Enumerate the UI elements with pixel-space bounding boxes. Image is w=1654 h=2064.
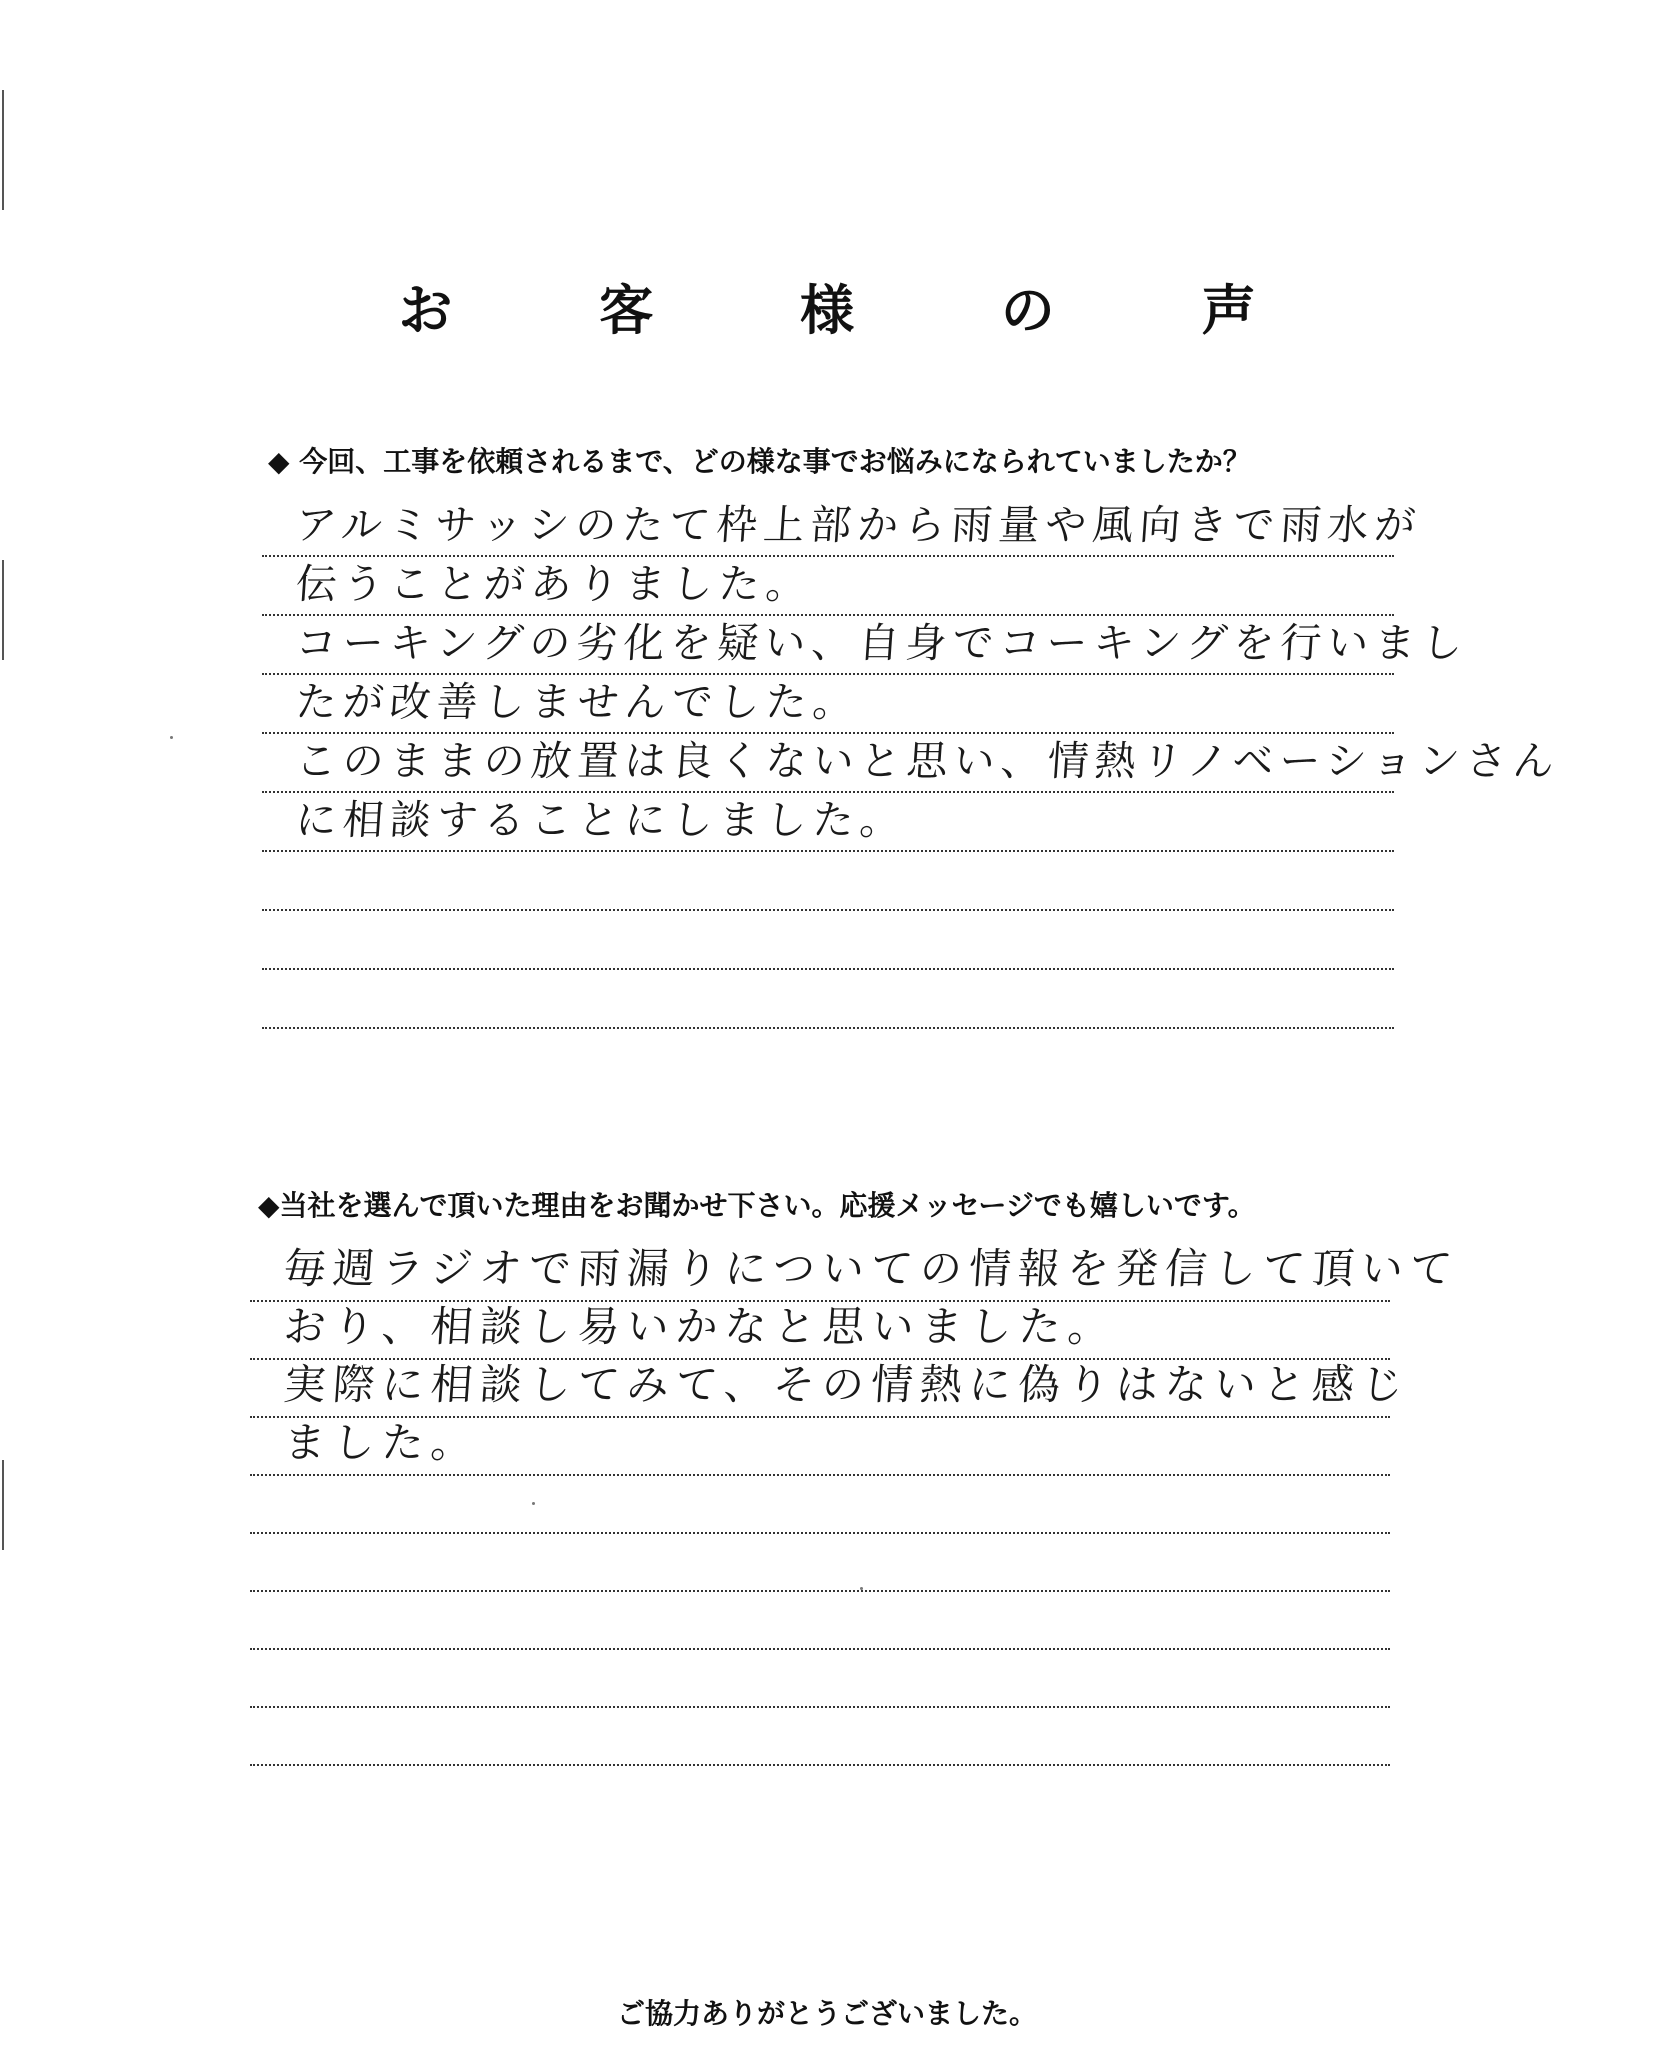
answer-line — [250, 1592, 1390, 1650]
handwritten-text: 実際に相談してみて、その情熱に偽りはないと感じ — [282, 1360, 1412, 1409]
handwritten-text: コーキングの劣化を疑い、自身でコーキングを行いまし — [294, 619, 1470, 667]
scan-edge-mark — [2, 560, 4, 660]
answer-1-area — [262, 498, 1562, 1029]
answer-line — [250, 1534, 1390, 1592]
answer-line — [262, 734, 1562, 793]
answer-line — [262, 852, 1394, 911]
answer-line — [250, 1708, 1390, 1766]
answer-line — [262, 498, 1423, 557]
answer-line — [262, 970, 1394, 1029]
answer-line — [262, 793, 1394, 852]
handwritten-text: 伝うことがありました。 — [294, 560, 815, 608]
question-2-label: ◆当社を選んで頂いた理由をお聞かせ下さい。応援メッセージでも嬉しいです。 — [258, 1189, 1256, 1222]
scan-speck — [860, 1587, 863, 1590]
handwritten-text: たが改善しませんでした。 — [294, 678, 862, 726]
handwritten-text: に相談することにしました。 — [294, 796, 909, 844]
scan-speck — [532, 1502, 535, 1505]
answer-line — [262, 616, 1470, 675]
handwritten-text: 毎週ラジオで雨漏りについての情報を発信して頂いて — [282, 1244, 1461, 1293]
answer-line — [262, 911, 1394, 970]
answer-line — [262, 675, 1394, 734]
answer-line — [250, 1650, 1390, 1708]
answer-line — [250, 1476, 1390, 1534]
handwritten-text: ました。 — [282, 1418, 482, 1467]
answer-line — [262, 557, 1394, 616]
scan-edge-mark — [2, 1460, 4, 1550]
answer-line — [250, 1418, 1390, 1476]
handwritten-text: おり、相談し易いかなと思いました。 — [282, 1302, 1119, 1351]
answer-2-area — [250, 1244, 1461, 1766]
handwritten-text: アルミサッシのたて枠上部から雨量や風向きで雨水が — [294, 501, 1423, 549]
page-title: お 客 様 の 声 — [398, 279, 1320, 342]
scan-edge-mark — [2, 90, 4, 210]
footer-thanks: ご協力ありがとうございました。 — [616, 1997, 1037, 2030]
scan-speck — [170, 736, 173, 739]
handwritten-text: このままの放置は良くないと思い、情熱リノベーションさん — [294, 737, 1562, 785]
question-1-label: ◆ 今回、工事を依頼されるまで、どの様な事でお悩みになられていましたか？ — [268, 445, 1251, 478]
